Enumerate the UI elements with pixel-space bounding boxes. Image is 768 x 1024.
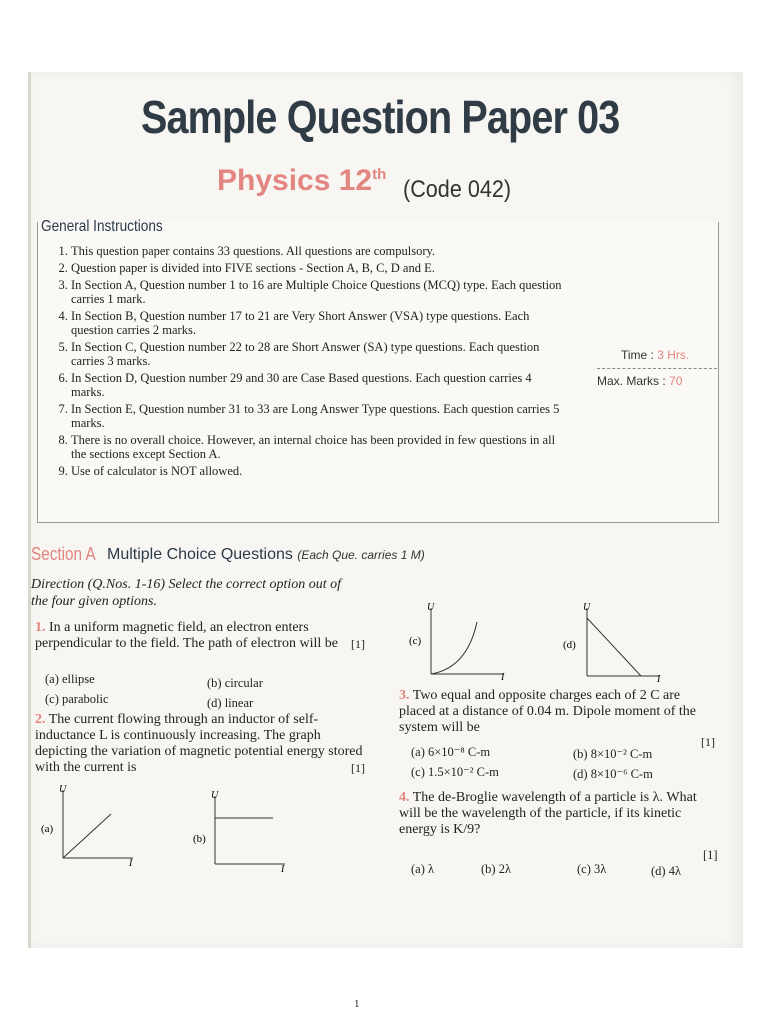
q4-option-b: (b) 2λ bbox=[481, 862, 512, 876]
y-axis-label: U bbox=[211, 790, 219, 801]
question-text: The de-Broglie wavelength of a particle is λ. What will be the wavelength of the particle, if its kinetic energy is K/9? bbox=[399, 790, 697, 837]
direction-label: Direction bbox=[31, 577, 85, 592]
graph-label: (b) bbox=[193, 833, 206, 845]
graph-line bbox=[587, 618, 641, 676]
graph-label: (c) bbox=[409, 635, 422, 647]
question-number: 1. bbox=[35, 620, 46, 635]
marks-info bbox=[597, 374, 682, 388]
subject-sup: th bbox=[372, 166, 387, 183]
q4-option-d: (d) 4λ bbox=[651, 864, 682, 878]
graph-curve bbox=[431, 622, 477, 674]
instruction-item: 5. In Section C, Question number 22 to 28 are Short Answer (SA) type questions. Each question carries 3 marks. bbox=[71, 340, 565, 368]
q4-option-c: (c) 3λ bbox=[577, 862, 607, 876]
instructions-heading: General Instructions bbox=[41, 218, 163, 235]
q3-option-c: (c) 1.5×10⁻² C-m bbox=[411, 765, 499, 779]
graph-c bbox=[407, 602, 527, 682]
instructions-list bbox=[55, 244, 565, 481]
page-sheet bbox=[28, 72, 743, 948]
x-axis-label: I bbox=[281, 864, 285, 874]
subject-name: Physics 12 bbox=[217, 164, 373, 197]
subject-code: (Code 042) bbox=[403, 176, 512, 203]
marks-value: 70 bbox=[669, 374, 683, 388]
question-3 bbox=[399, 688, 715, 749]
direction-text: (Q.Nos. 1-16) Select the correct option out of the four given options. bbox=[31, 577, 342, 609]
x-axis-label: I bbox=[129, 858, 133, 868]
instruction-item: 8. There is no overall choice. However, an internal choice has been provided in few questions in all the sections except Section A. bbox=[71, 433, 565, 461]
question-1 bbox=[35, 620, 365, 652]
question-number: 4. bbox=[399, 790, 410, 805]
question-number: 3. bbox=[399, 688, 410, 703]
time-label: Time : bbox=[621, 348, 654, 362]
graph-label: (d) bbox=[563, 639, 576, 651]
question-marks: [1] bbox=[351, 637, 365, 651]
direction bbox=[31, 576, 361, 610]
question-text: The current flowing through an inductor of self-inductance L is continuously increasing. The graph depicting the variation of magnetic potential energy stored with the current is bbox=[35, 712, 363, 775]
question-text: Two equal and opposite charges each of 2 C are placed at a distance of 0.04 m. Dipole moment of the system will be bbox=[399, 688, 697, 735]
question-text: In a uniform magnetic field, an electron enters perpendicular to the field. The path of electron will be bbox=[35, 620, 338, 651]
instruction-item: 3. In Section A, Question number 1 to 16 are Multiple Choice Questions (MCQ) type. Each question carries 1 mark. bbox=[71, 278, 565, 306]
x-axis-label: I bbox=[657, 674, 661, 685]
graph-a bbox=[39, 784, 149, 868]
graph-label: (a) bbox=[41, 823, 54, 835]
question-marks: [1] bbox=[351, 761, 365, 775]
x-axis-label: I bbox=[501, 672, 505, 682]
marks-label: Max. Marks : bbox=[597, 374, 666, 388]
graph-line bbox=[63, 814, 111, 858]
question-2 bbox=[35, 712, 365, 776]
section-note: (Each Que. carries 1 M) bbox=[297, 548, 425, 562]
time-info bbox=[621, 348, 689, 362]
question-marks: [1] bbox=[703, 848, 718, 862]
y-axis-label: U bbox=[427, 602, 435, 613]
instruction-item: 7. In Section E, Question number 31 to 33 are Long Answer Type questions. Each question carries 5 marks. bbox=[71, 402, 565, 430]
y-axis-label: U bbox=[59, 784, 67, 795]
q1-option-c: (c) parabolic bbox=[45, 692, 109, 706]
paper-title: Sample Question Paper 03 bbox=[141, 91, 620, 143]
q3-option-b: (b) 8×10⁻² C-m bbox=[573, 747, 653, 761]
page-number: 1 bbox=[354, 998, 360, 1010]
instruction-item: 6. In Section D, Question number 29 and 30 are Case Based questions. Each question carries 4 marks. bbox=[71, 371, 565, 399]
q4-option-a: (a) λ bbox=[411, 862, 435, 876]
instruction-item: 4. In Section B, Question number 17 to 21 are Very Short Answer (VSA) type questions. Each question carries 2 marks. bbox=[71, 309, 565, 337]
q3-option-d: (d) 8×10⁻⁶ C-m bbox=[573, 767, 653, 781]
q1-option-a: (a) ellipse bbox=[45, 672, 95, 686]
q1-option-b: (b) circular bbox=[207, 676, 263, 690]
graph-b bbox=[191, 790, 301, 874]
section-title bbox=[107, 546, 425, 564]
q3-option-a: (a) 6×10⁻⁸ C-m bbox=[411, 745, 491, 759]
question-4 bbox=[399, 790, 715, 838]
divider bbox=[597, 368, 717, 369]
time-value: 3 Hrs. bbox=[657, 348, 690, 362]
section-name: Section A bbox=[31, 544, 96, 564]
instruction-item: 9. Use of calculator is NOT allowed. bbox=[71, 464, 565, 478]
instruction-item: 1. This question paper contains 33 questions. All questions are compulsory. bbox=[71, 244, 565, 258]
question-number: 2. bbox=[35, 712, 46, 727]
subject-title bbox=[217, 164, 386, 198]
instruction-item: 2. Question paper is divided into FIVE sections - Section A, B, C, D and E. bbox=[71, 261, 565, 275]
graph-d bbox=[563, 602, 683, 686]
section-title-text: Multiple Choice Questions bbox=[107, 546, 293, 563]
question-marks: [1] bbox=[701, 735, 715, 749]
q1-option-d: (d) linear bbox=[207, 696, 254, 710]
y-axis-label: U bbox=[583, 602, 591, 613]
